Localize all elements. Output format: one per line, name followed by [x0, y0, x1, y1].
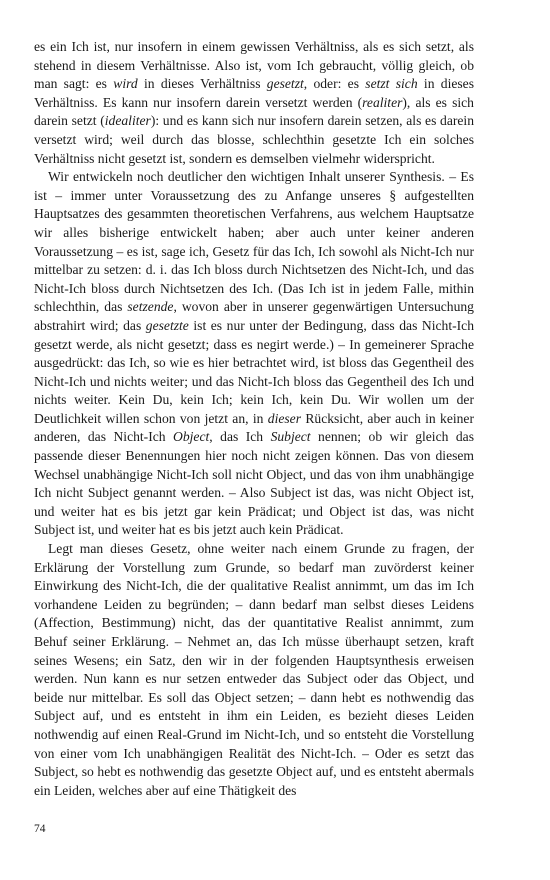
- text-run: ist es nur unter der Bedingung, dass das Nicht-Ich gesetzt werde, als nicht gesetzt; dass es negirt werde.) – In gemeinerer Sprache ausgedrückt: das Ich, so wie es hier betrachtet wird, ist bloss das Gegentheil des Nicht-Ich und nichts weiter; und das Nicht-Ich bloss das Gegentheil des Ich und nichts weiter. Kein Du, kein Ich; kein Ich, kein Du. Wir wollen um der Deutlichkeit willen schon von jetzt an, in: [34, 317, 474, 426]
- italic-text-run: idealiter: [104, 113, 151, 129]
- italic-text-run: gesetzt: [266, 76, 304, 92]
- italic-text-run: dieser: [267, 410, 301, 426]
- text-run: Legt man dieses Gesetz, ohne weiter nach einem Grunde zu fragen, der Erklärung der Vorstellung zum Grunde, so bedarf man zuvörderst keiner Einwirkung des Nicht-Ich, die der qualitative Realist annimmt, um das im Ich vorhandene Leiden zu begründen; – dann bedarf man selbst dieses Leidens (Affection, Bestimmung) nicht, das der quantitative Realist annimmt, zum Behuf seiner Erklärung. – Nehmet an, das Ich müsse überhaupt setzen, kraft seines Wesens; ein Satz, den wir in der folgenden Hauptsynthesis erweisen werden. Nun kann es nur setzen entweder das Subject oder das Object, und beide nur mittelbar. Es soll das Object setzen; – dann hebt es nothwendig das Subject auf, und es entsteht in ihm ein Leiden, es bezieht dieses Leiden nothwendig auf einen Real-Grund im Nicht-Ich, und so entsteht die Vorstellung von einer vom Ich unabhängigen Realität des Nicht-Ich. – Oder es setzt das Subject, so hebt es nothwendig das gesetzte Object auf, und es entsteht abermals ein Leiden, welches aber auf eine Thätigkeit des: [34, 541, 474, 798]
- text-run: , wovon aber in unserer gegenwärtigen Untersuchung abstrahirt wird; das: [34, 299, 474, 333]
- text-run: es ein Ich ist, nur insofern in einem gewissen Verhältniss, als es sich setzt, als stehend in diesem Verhältnisse. Also ist, vom Ich gebraucht, völlig gleich, ob man sagt: es: [34, 39, 474, 92]
- paragraph: [34, 168, 474, 540]
- italic-text-run: wird: [113, 76, 138, 92]
- italic-text-run: Object: [173, 429, 210, 445]
- paragraph: [34, 540, 474, 800]
- text-run: , das Ich: [209, 429, 271, 445]
- italic-text-run: Subject: [270, 429, 311, 445]
- text-run: Rücksicht, aber auch in keiner anderen, das Nicht-Ich: [34, 410, 474, 445]
- page-number: 74: [34, 823, 46, 835]
- text-run: ): und es kann sich nur insofern darein setzen, als es darein versetzt wird; weil durch das blosse, schlechthin gesetzte Ich ein solches Verhältniss nicht gesetzt ist, sondern es demselben vielmehr widerspricht.: [34, 113, 474, 166]
- italic-text-run: gesetzte: [145, 317, 189, 333]
- italic-text-run: setzt sich: [365, 76, 418, 92]
- body-text: [34, 38, 474, 800]
- text-run: in dieses Verhältniss. Es kann nur insofern darein versetzt werden (: [34, 76, 474, 110]
- paragraph: [34, 38, 474, 168]
- italic-text-run: setzende: [127, 299, 174, 315]
- text-run: ), als es sich darein setzt (: [34, 94, 474, 129]
- text-run: nennen; ob wir gleich das passende dieser Benennungen hier noch nicht zeigen können. Das von diesem Wechsel unabhängige Nicht-Ich soll nicht Object, und das von ihm unabhängige Ich nicht Subject genannt werden. – Also Subject ist das, was nicht Object ist, und weiter hat es bis jetzt gar kein Prädicat; und Object ist das, was nicht Subject ist, und weiter hat es bis jetzt auch kein Prädicat.: [34, 429, 474, 538]
- text-run: Wir entwickeln noch deutlicher den wichtigen Inhalt unserer Synthesis. – Es ist – immer unter Voraussetzung des zu Anfange unseres § aufgestellten Hauptsatzes des gesammten theoretischen Verfahrens, aus welchem Hauptsatze wir alles bisherige entwickelt haben; aber auch unter keiner anderen Voraussetzung – es ist, sage ich, Gesetz für das Ich, Ich sowohl als Nicht-Ich nur mittelbar zu setzen: d. i. das Ich bloss durch Nichtsetzen des Nicht-Ich, und das Nicht-Ich bloss durch Nichtsetzen des Ich. (Das Ich ist in jedem Falle, mithin schlechthin, das: [34, 169, 474, 315]
- italic-text-run: realiter: [362, 94, 403, 110]
- text-run: , oder: es: [303, 76, 366, 92]
- text-run: in dieses Verhältniss: [137, 76, 267, 92]
